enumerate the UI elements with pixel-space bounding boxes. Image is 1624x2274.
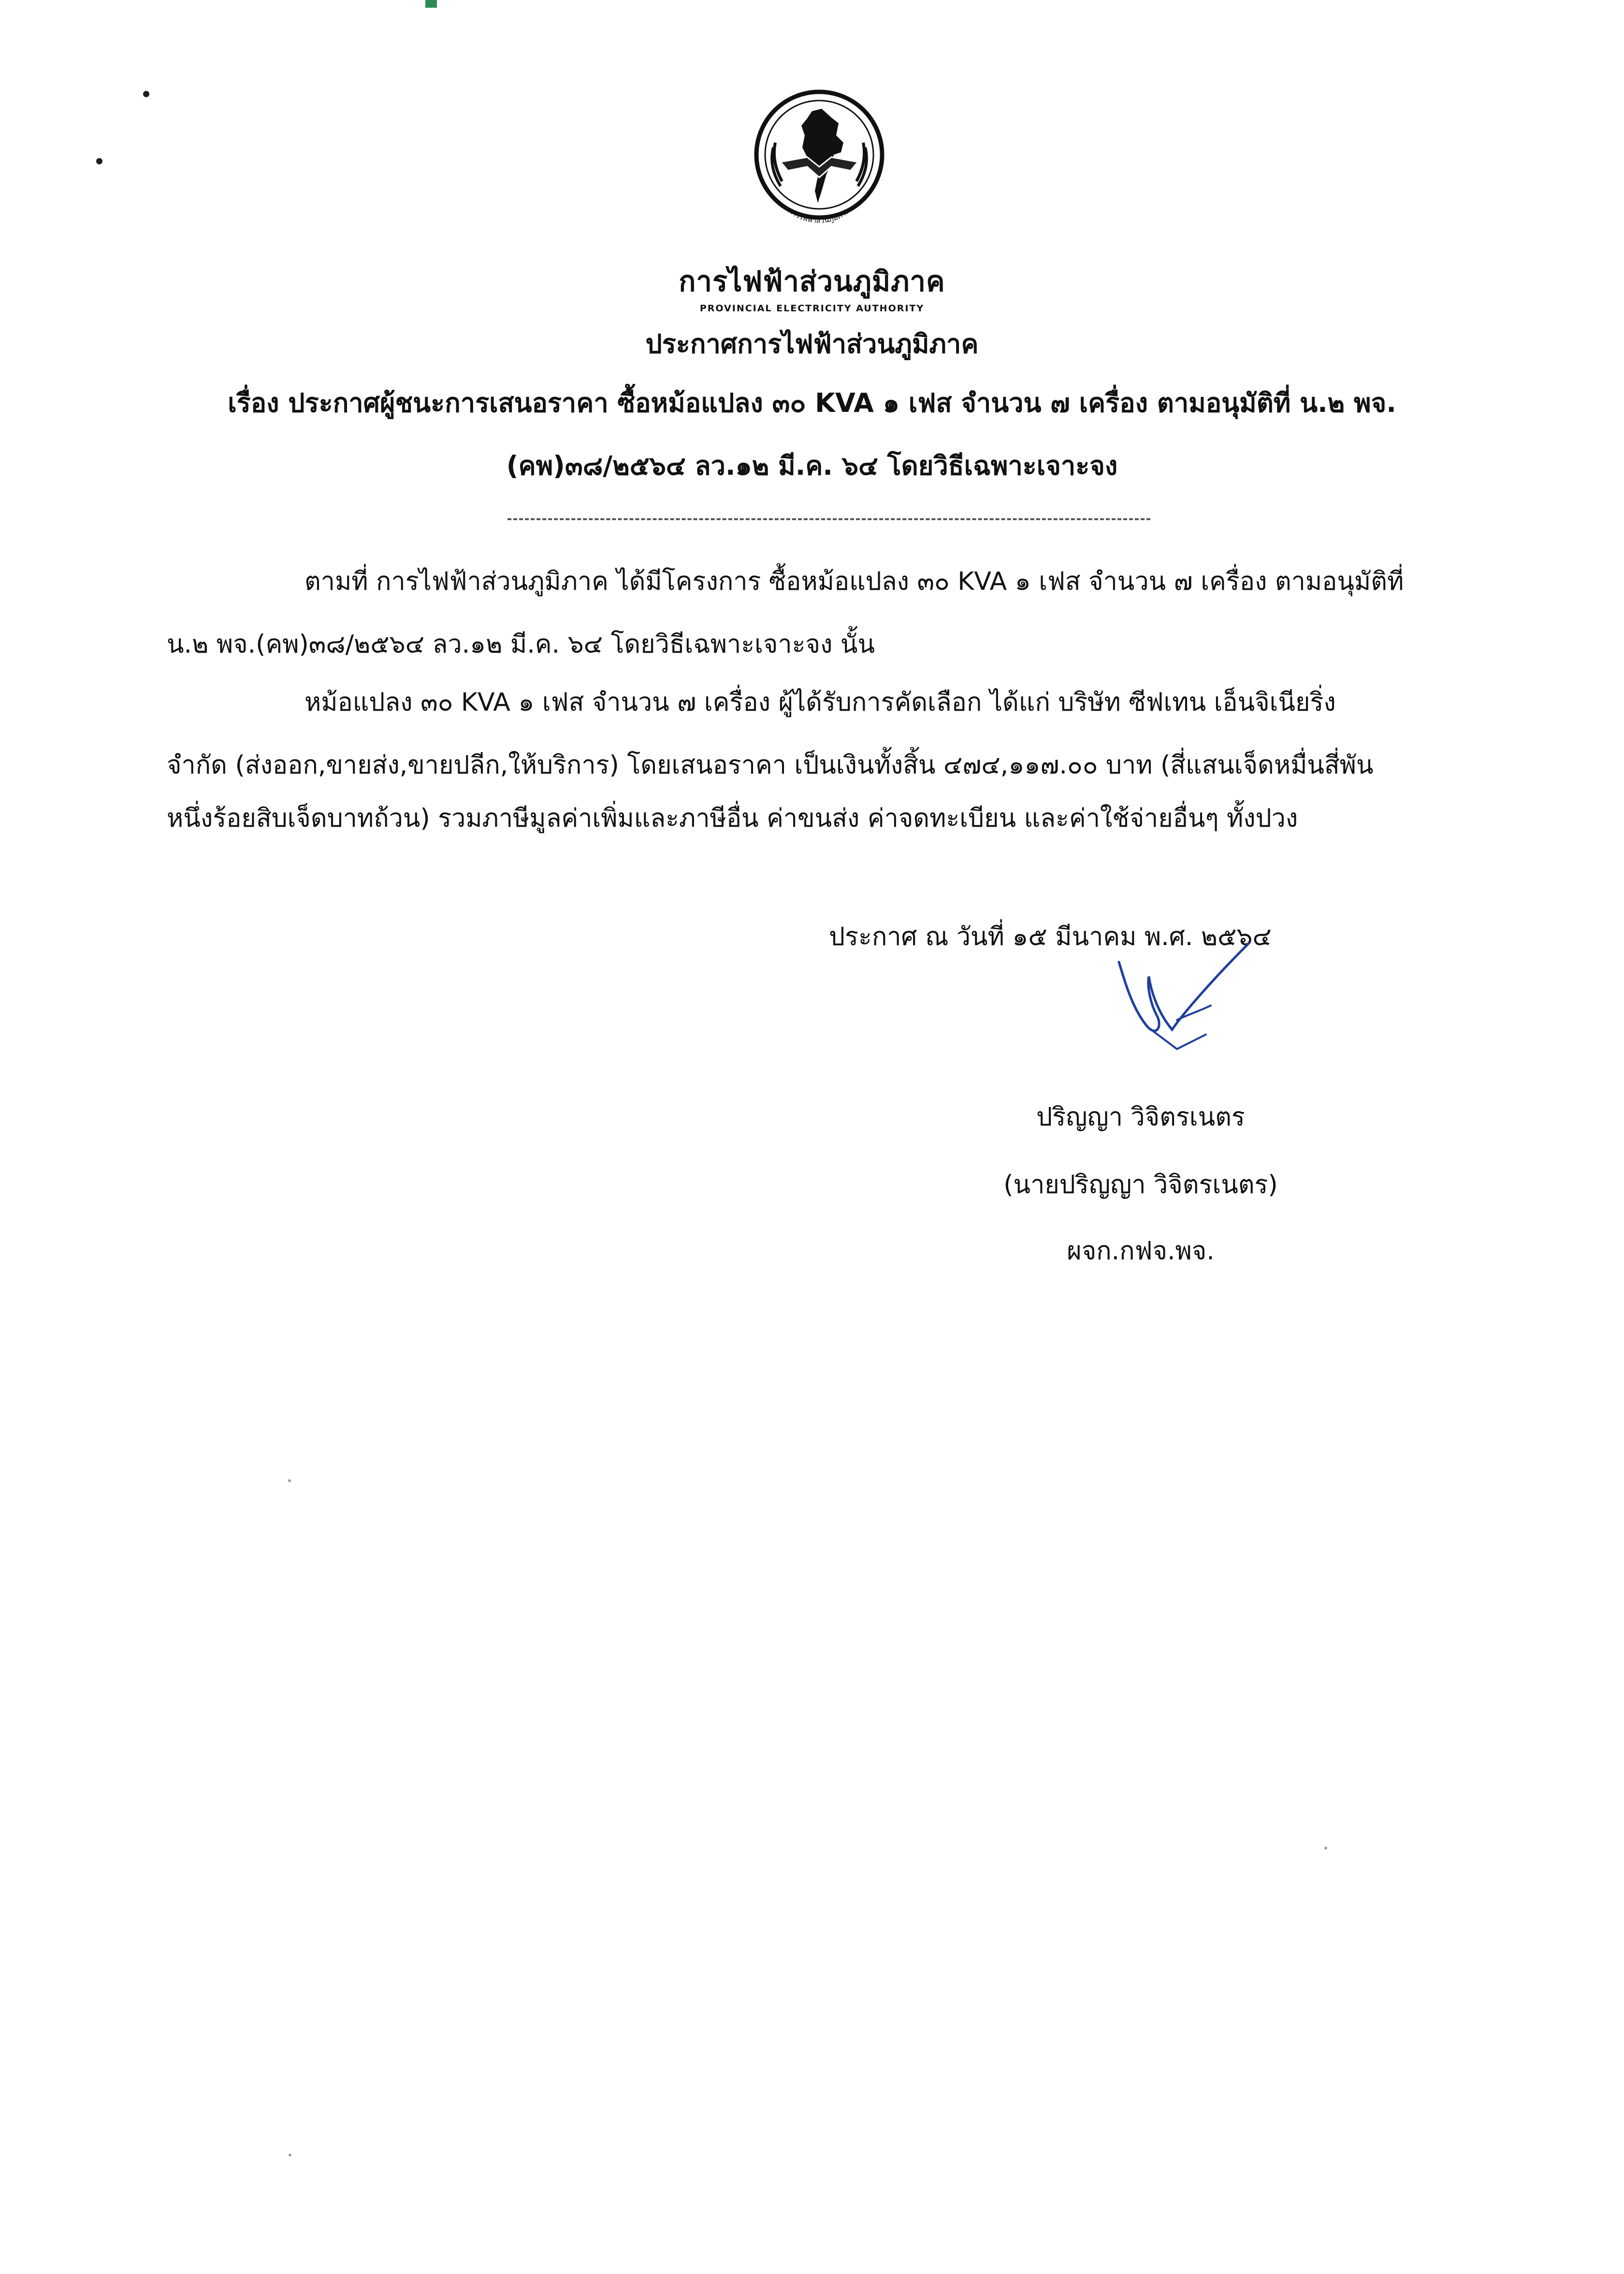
scan-speck <box>288 1479 291 1482</box>
handwritten-signature <box>1104 943 1264 1054</box>
scan-mark <box>425 0 437 8</box>
logo-ring-text: การไฟฟ้าส่วนภูมิภาค <box>787 206 852 225</box>
signatory-name: ปริญญา วิจิตรเนตร <box>1036 1103 1245 1132</box>
organization-name: การไฟฟ้าส่วนภูมิภาค <box>679 265 945 298</box>
signatory-full-name: (นายปริญญา วิจิตรเนตร) <box>1003 1170 1278 1199</box>
signatory-position: ผจก.กฟจ.พจ. <box>1067 1237 1215 1266</box>
announcement-date: ประกาศ ณ วันที่ ๑๕ มีนาคม พ.ศ. ๒๕๖๔ <box>829 922 1272 951</box>
divider <box>508 518 1150 520</box>
body-paragraph-line: น.๒ พจ.(คพ)๓๘/๒๕๖๔ ลว.๑๒ มี.ค. ๖๔ โดยวิธีเฉพาะเจาะจง นั้น <box>167 630 875 659</box>
scan-speck <box>1324 1847 1327 1850</box>
body-paragraph-line: หม้อแปลง ๓๐ KVA ๑ เฟส จำนวน ๗ เครื่อง ผู้ได้รับการคัดเลือก ได้แก่ บริษัท ซีฟเทน เอ็นจิเนียริ่ง <box>304 688 1336 717</box>
subject-line: (คพ)๓๘/๒๕๖๔ ลว.๑๒ มี.ค. ๖๔ โดยวิธีเฉพาะเจาะจง <box>506 451 1118 481</box>
scan-speck <box>289 2154 291 2157</box>
scan-dot <box>143 91 149 97</box>
pea-logo <box>754 89 884 234</box>
organization-name-english: PROVINCIAL ELECTRICITY AUTHORITY <box>699 303 925 314</box>
body-paragraph-line: ตามที่ การไฟฟ้าส่วนภูมิภาค ได้มีโครงการ ซื้อหม้อแปลง ๓๐ KVA ๑ เฟส จำนวน ๗ เครื่อง ตามอนุมัติที่ <box>304 567 1404 596</box>
body-paragraph-line: จำกัด (ส่งออก,ขายส่ง,ขายปลีก,ให้บริการ) โดยเสนอราคา เป็นเงินทั้งสิ้น ๔๗๔,๑๑๗.๐๐ บาท (สี่แสนเจ็ดหมื่นสี่พัน <box>167 751 1374 780</box>
announcement-title: ประกาศการไฟฟ้าส่วนภูมิภาค <box>645 329 979 359</box>
scan-dot <box>96 158 102 164</box>
body-paragraph-line: หนึ่งร้อยสิบเจ็ดบาทถ้วน) รวมภาษีมูลค่าเพิ่มและภาษีอื่น ค่าขนส่ง ค่าจดทะเบียน และค่าใช้จ่ายอื่นๆ ทั้งปวง <box>167 804 1298 833</box>
subject-line: เรื่อง ประกาศผู้ชนะการเสนอราคา ซื้อหม้อแปลง ๓๐ KVA ๑ เฟส จำนวน ๗ เครื่อง ตามอนุมัติที่ น.๒ พจ. <box>228 388 1396 418</box>
